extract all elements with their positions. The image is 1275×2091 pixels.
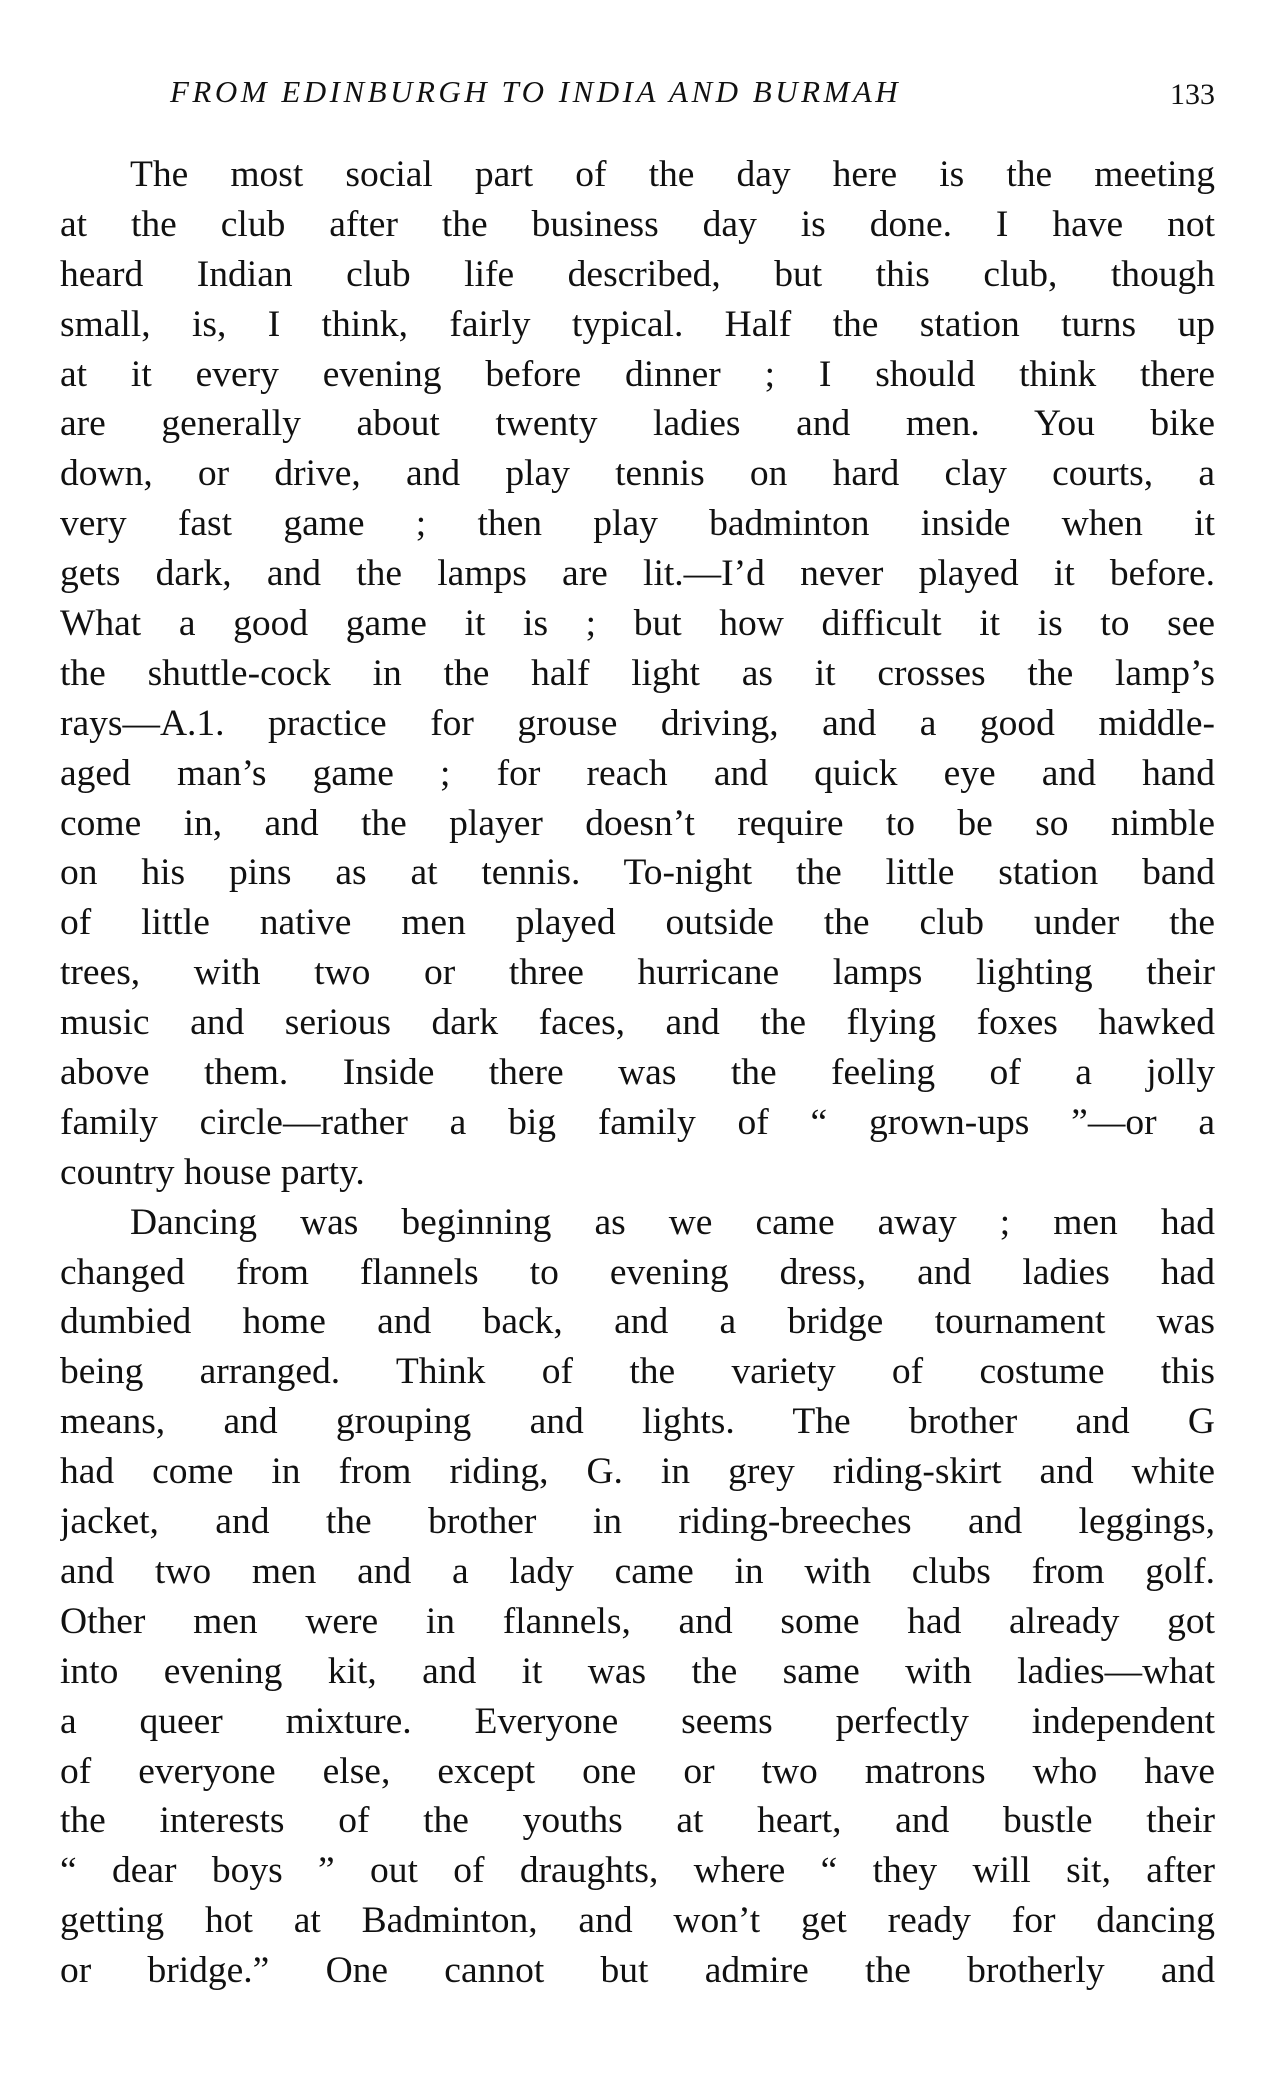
text-line: trees, with two or three hurricane lamps lighting their bbox=[60, 952, 1215, 994]
text-line: the shuttle-cock in the half light as it crosses the lamp’s bbox=[60, 652, 1215, 694]
paragraph bbox=[60, 1198, 1215, 1996]
text-line: small, is, I think, fairly typical. Half the station turns up bbox=[60, 303, 1215, 345]
text-line: What a good game it is ; but how difficult it is to see bbox=[60, 603, 1215, 645]
text-line: at it every evening before dinner ; I should think there bbox=[60, 353, 1215, 395]
text-line: jacket, and the brother in riding-breeches and leggings, bbox=[60, 1501, 1215, 1543]
text-line: very fast game ; then play badminton inside when it bbox=[60, 503, 1215, 545]
text-line: or bridge.” One cannot but admire the brotherly and bbox=[60, 1950, 1215, 1992]
text-line: rays—A.1. practice for grouse driving, and a good middle- bbox=[60, 702, 1215, 744]
text-line: and two men and a lady came in with clubs from golf. bbox=[60, 1550, 1215, 1592]
text-line: means, and grouping and lights. The brother and G bbox=[60, 1401, 1215, 1443]
text-line: at the club after the business day is done. I have not bbox=[60, 203, 1215, 245]
text-line: being arranged. Think of the variety of costume this bbox=[60, 1351, 1215, 1393]
text-line: music and serious dark faces, and the flying foxes hawked bbox=[60, 1002, 1215, 1044]
text-line: on his pins as at tennis. To-night the little station band bbox=[60, 852, 1215, 894]
text-line: a queer mixture. Everyone seems perfectly independent bbox=[60, 1700, 1215, 1742]
text-line: the interests of the youths at heart, and bustle their bbox=[60, 1800, 1215, 1842]
text-line: getting hot at Badminton, and won’t get ready for dancing bbox=[60, 1900, 1215, 1942]
text-line: Other men were in flannels, and some had already got bbox=[60, 1600, 1215, 1642]
running-head bbox=[60, 74, 1215, 118]
text-line: into evening kit, and it was the same with ladies—what bbox=[60, 1650, 1215, 1692]
text-line: come in, and the player doesn’t require to be so nimble bbox=[60, 802, 1215, 844]
text-line: gets dark, and the lamps are lit.—I’d never played it before. bbox=[60, 553, 1215, 595]
text-line: aged man’s game ; for reach and quick eye and hand bbox=[60, 752, 1215, 794]
text-line: had come in from riding, G. in grey riding-skirt and white bbox=[60, 1451, 1215, 1493]
text-line: family circle—rather a big family of “ grown-ups ”—or a bbox=[60, 1101, 1215, 1143]
text-line: above them. Inside there was the feeling of a jolly bbox=[60, 1052, 1215, 1094]
paragraph bbox=[60, 150, 1215, 1198]
text-line: Dancing was beginning as we came away ; men had bbox=[130, 1201, 1215, 1243]
text-line: down, or drive, and play tennis on hard clay courts, a bbox=[60, 453, 1215, 495]
text-line: heard Indian club life described, but this club, though bbox=[60, 253, 1215, 295]
body-text bbox=[60, 150, 1215, 1996]
text-line: are generally about twenty ladies and men. You bike bbox=[60, 403, 1215, 445]
text-line: The most social part of the day here is the meeting bbox=[130, 154, 1215, 195]
page-number: 133 bbox=[1170, 78, 1215, 111]
text-line: of little native men played outside the club under the bbox=[60, 902, 1215, 944]
running-title: FROM EDINBURGH TO INDIA AND BURMAH bbox=[170, 74, 902, 109]
text-line: dumbied home and back, and a bridge tournament was bbox=[60, 1301, 1215, 1343]
text-line: “ dear boys ” out of draughts, where “ they will sit, after bbox=[60, 1850, 1215, 1892]
text-line: country house party. bbox=[60, 1151, 365, 1193]
text-line: of everyone else, except one or two matrons who have bbox=[60, 1750, 1215, 1792]
text-line: changed from flannels to evening dress, and ladies had bbox=[60, 1251, 1215, 1293]
